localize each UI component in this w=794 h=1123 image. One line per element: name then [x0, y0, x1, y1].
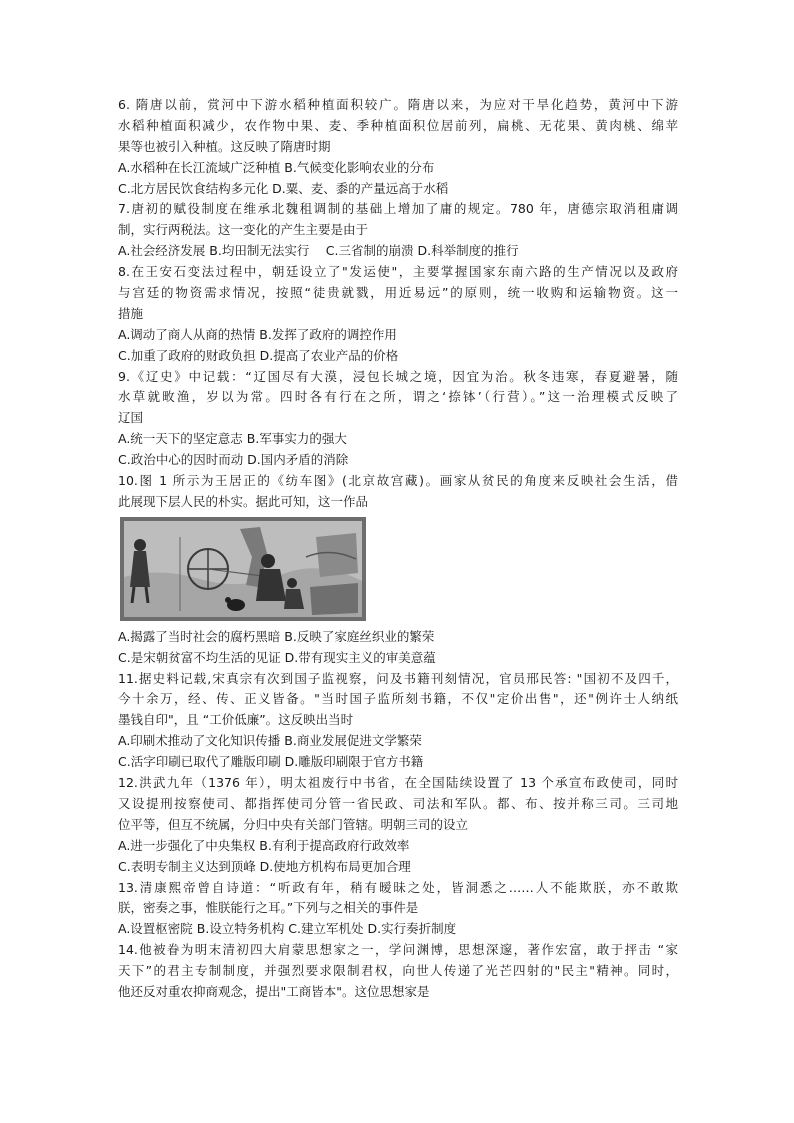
question-text-line: 此展现下层人民的朴实。据此可知，这一作品: [118, 493, 369, 509]
answer-option-line: C.加重了政府的财政负担 D.提高了农业产品的价格: [118, 347, 399, 363]
answer-option-line: A.设置枢密院 B.设立特务机构 C.建立军机处 D.实行奏折制度: [118, 921, 457, 937]
answer-option-line: C.是宋朝贫富不均生活的见证 D.带有现实主义的审美意蕴: [118, 649, 436, 665]
question-13: [118, 878, 678, 941]
answer-option-line: C.政治中心的因时而动 D.国内矛盾的消除: [118, 452, 349, 468]
question-9: [118, 367, 678, 471]
question-text-line: 与宫廷的物资需求情况，按照“徒贵就戮，用近易远”的原则，统一收购和运输物资。这一: [118, 285, 678, 301]
spinning-wheel-painting: [120, 517, 366, 621]
question-text-line: 朕，密奏之事，惟朕能行之耳。”下列与之相关的事件是: [118, 900, 419, 916]
question-14: [118, 940, 678, 1003]
question-text-line: 措施: [118, 305, 144, 321]
answer-option-line: A.水稻种在长江流域广泛种植 B.气候变化影响农业的分布: [118, 159, 435, 175]
question-text-line: 又设提刑按察使司、都指挥使司分管一省民政、司法和军队。都、布、按并称三司。三司地: [118, 795, 678, 811]
answer-option-line: C.北方居民饮食结构多元化 D.粟、麦、黍的产量远高于水稻: [118, 180, 449, 196]
question-text-line: 6. 隋唐以前，赏河中下游水稻种植面积较广。隋唐以来，为应对干旱化趋势，黄河中下游: [118, 97, 678, 112]
question-text-line: 今十余万，经、传、正义皆备。"当时国子监所刻书籍，不仅"定价出售"，还"例许士人纳纸: [118, 691, 678, 707]
question-text-line: 11.据史料记载,宋真宗有次到国子监视察，问及书籍刊刻情况，官员邢民答: "国初不及四千，: [118, 670, 678, 686]
question-text-line: 制，实行两税法。这一变化的产生主要是由于: [118, 222, 369, 238]
answer-option-line: C.表明专制主义达到顶峰 D.使地方机构布局更加合理: [118, 858, 411, 874]
answer-option-line: A.进一步强化了中央集权 B.有利于提高政府行政效率: [118, 837, 410, 853]
question-11: [118, 669, 678, 773]
answer-option-line: A.社会经济发展 B.均田制无法实行 C.三省制的崩溃 D.科举制度的推行: [118, 243, 519, 259]
question-text-line: 12.洪武九年（1376 年），明太祖废行中书省，在全国陆续设置了 13 个承宣布政使司，同时: [118, 775, 678, 791]
question-10: [118, 471, 678, 669]
question-8: [118, 262, 678, 366]
answer-option-line: A.调动了商人从商的热情 B.发挥了政府的调控作用: [118, 326, 397, 342]
question-text-line: 他还反对重农抑商观念，提出"工商皆本"。这位思想家是: [118, 983, 430, 999]
question-text-line: 14.他被眷为明末清初四大肩蒙思想家之一，学问渊博，思想深邃，著作宏富，敢于抨击 “家: [118, 942, 678, 958]
answer-option-line: A.印刷术推动了文化知识传播 B.商业发展促进文学繁荣: [118, 733, 422, 749]
question-text-line: 8.在王安石变法过程中，朝廷设立了"发运使"，主要掌握国家东南六路的生产情况以及政府: [118, 264, 678, 280]
exam-page: [118, 95, 678, 1003]
question-text-line: 果等也被引入种植。这反映了隋唐时期: [118, 138, 331, 154]
question-7: [118, 199, 678, 262]
answer-option-line: A.揭露了当时社会的腐朽黑暗 B.反映了家庭丝织业的繁荣: [118, 628, 435, 644]
answer-option-line: A.统一天下的坚定意志 B.军事实力的强大: [118, 431, 347, 447]
question-text-line: 墨钱自印"，且 “工价低廉”。这反映出当时: [118, 712, 354, 728]
question-text-line: 水草就畋渔，岁以为常。四时各有行在之所，谓之‘捺钵’（行营）。”这一治理模式反映了: [118, 389, 678, 405]
question-12: [118, 773, 678, 877]
question-text-line: 位平等，但互不统属，分归中央有关部门管辖。明朝三司的设立: [118, 816, 469, 832]
question-text-line: 辽国: [118, 410, 144, 426]
question-text-line: 天下”的君主专制制度，并强烈要求限制君权，向世人传递了光芒四射的"民主"精神。同时，: [118, 963, 678, 979]
question-text-line: 7.唐初的赋役制度在维承北魏租调制的基础上增加了庸的规定。780 年，唐德宗取消租庸调: [118, 201, 678, 217]
question-text-line: 10.图 1 所示为王居正的《纺车图》(北京故宫藏)。画家从贫民的角度来反映社会生活，借: [118, 473, 678, 489]
question-text-line: 9.《辽史》中记载：“辽国尽有大漠，浸包长城之境，因宜为治。秋冬违寒，春夏避暑，随: [118, 368, 678, 384]
answer-option-line: C.活字印刷已取代了雕版印刷 D.雕版印刷限于官方书籍: [118, 754, 424, 770]
question-text-line: 13.清康熙帝曾自诗道：“听政有年，稍有暧昧之处，皆洞悉之……人不能欺朕，亦不敢欺: [118, 879, 678, 895]
question-6: [118, 95, 678, 199]
question-text-line: 水稻种植面积减少，农作物中果、麦、季种植面积位居前列，扁桃、无花果、黄肉桃、绵苹: [118, 117, 678, 133]
